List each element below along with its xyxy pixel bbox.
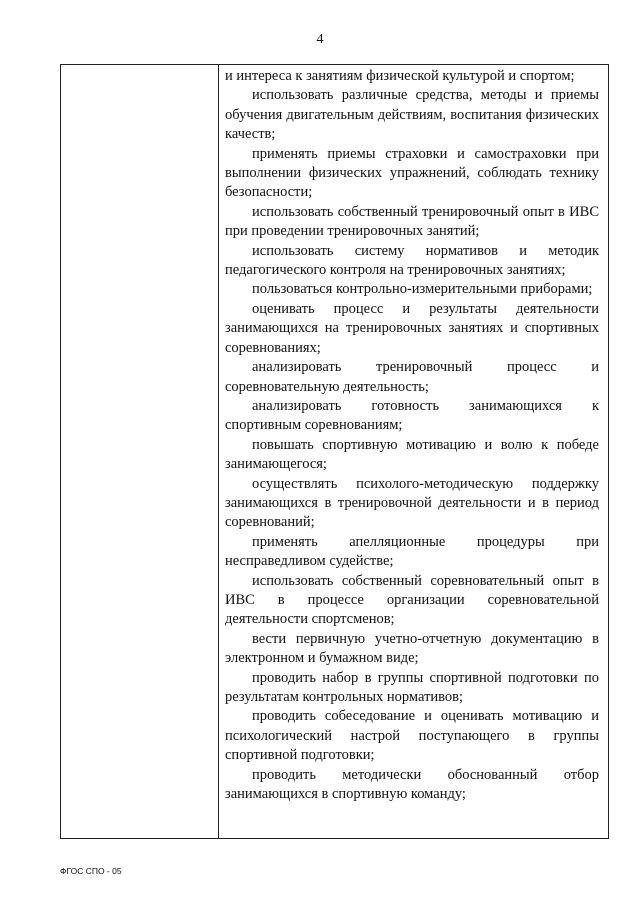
paragraph-item: осуществлять психолого-методическую поддержку занимающихся в тренировочной деятельности и в период соревнований;	[225, 475, 599, 531]
paragraph-item: применять апелляционные процедуры при несправедливом судействе;	[225, 533, 599, 570]
paragraph-item: применять приемы страховки и самостраховки при выполнении физических упражнений, соблюдать технику безопасности;	[225, 145, 599, 201]
paragraph-item: анализировать готовность занимающихся к спортивным соревнованиям;	[225, 397, 599, 434]
paragraph-item: анализировать тренировочный процесс и соревновательную деятельность;	[225, 359, 599, 395]
paragraph-item: пользоваться контрольно-измерительными приборами;	[252, 281, 593, 298]
paragraph-item: использовать различные средства, методы и приемы обучения двигательным действиям, воспитания физических качеств;	[225, 87, 599, 143]
paragraph-item: использовать собственный тренировочный опыт в ИВС при проведении тренировочных занятий;	[225, 203, 599, 240]
paragraph-item: оценивать процесс и результаты деятельности занимающихся на тренировочных занятиях и спортивных соревнованиях;	[225, 300, 599, 356]
paragraph-item: повышать спортивную мотивацию и волю к победе занимающегося;	[225, 436, 599, 473]
paragraph-item: проводить методически обоснованный отбор занимающихся в спортивную команду;	[225, 766, 599, 803]
content-table	[60, 64, 609, 839]
page-number: 4	[316, 32, 324, 47]
table-left-column	[61, 65, 219, 838]
paragraph-item: использовать систему нормативов и методик педагогического контроля на тренировочных занятиях;	[225, 242, 599, 279]
footer-code: ФГОС СПО - 05	[60, 866, 122, 876]
paragraph-item: вести первичную учетно-отчетную документацию в электронном и бумажном виде;	[225, 630, 599, 667]
paragraph-item: использовать собственный соревновательный опыт в ИВС в процессе организации соревновательной деятельности спортсменов;	[225, 572, 599, 628]
paragraph-item: проводить набор в группы спортивной подготовки по результатам контрольных нормативов;	[225, 669, 599, 705]
table-right-column	[219, 65, 608, 838]
paragraph-item: и интереса к занятиям физической культурой и спортом;	[225, 68, 575, 84]
paragraph-item: проводить собеседование и оценивать мотивацию и психологический настрой поступающего в группы спортивной подготовки;	[225, 708, 599, 764]
